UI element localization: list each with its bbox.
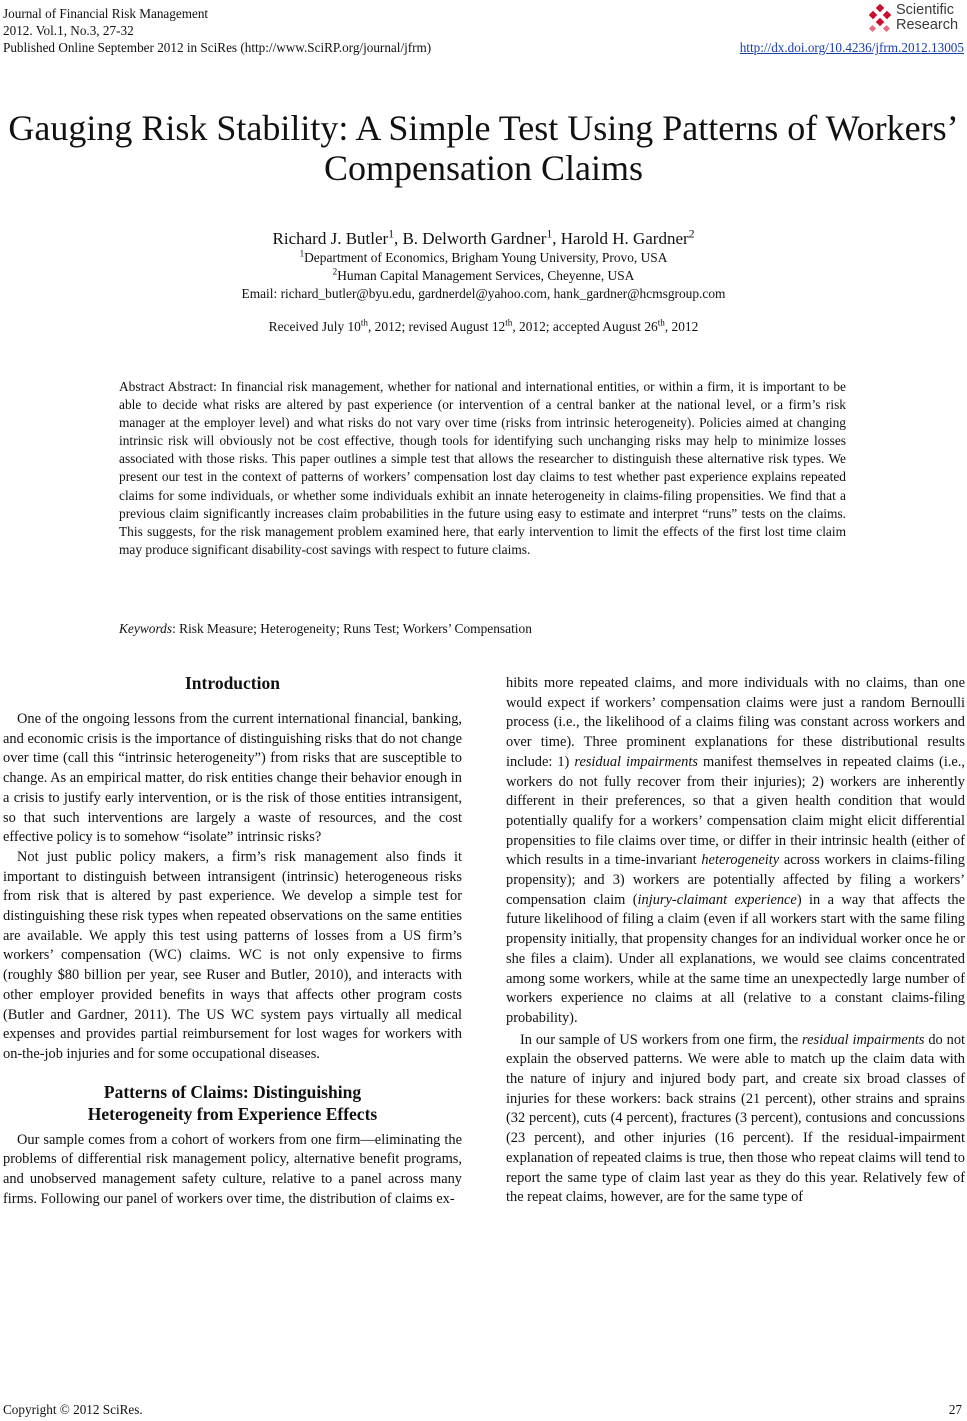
section-heading-patterns <box>3 1081 462 1125</box>
revised-text: , 2012; revised August 12 <box>367 319 506 334</box>
emphasis: injury-claimant experience <box>637 891 797 908</box>
abstract: Abstract Abstract: In financial risk management, whether for national and international entities, or within a firm, it is important to be able to decide what risks are altered by past experience (or intervention of a central banker at the national level, or a firm’s risk manager at the employer level) and what risks do not vary over time (risks from intrinsic heterogeneity). Policies aimed at changing intrinsic risk will obviously not be cost effective, though tools for identifying such unchanging risks may help to minimize losses associated with those risks. This paper outlines a simple test that allows the researcher to distinguish these alternative risk types. We present our test in the context of patterns of workers’ compensation lost day claims to test whether past experience explains repeated claims for some individuals, or whether some individuals exhibit an innate heterogeneity in claims-filing propensities. We find that a previous claim significantly increases claim probabilities in the future using easy to estimate and interpret “runs” tests on the claims. This suggests, for the risk management problem examined here, that early intervention to limit the effects of the first lost time claim may produce significant disability-cost savings with respect to future claims. <box>119 379 846 557</box>
keywords <box>119 620 846 638</box>
author-list <box>0 229 967 249</box>
page-number: 27 <box>948 1402 962 1417</box>
affiliation-2 <box>0 268 967 284</box>
journal-name: Journal of Financial Risk Management <box>3 6 209 21</box>
author-butler: Richard J. Butler <box>272 229 389 248</box>
text-run: In our sample of US workers from one firm, the <box>520 1031 803 1048</box>
heading-line-1: Patterns of Claims: Distinguishing <box>103 1081 362 1102</box>
author-separator: , <box>393 229 403 248</box>
journal-volume: 2012. Vol.1, No.3, 27-32 <box>3 23 134 38</box>
right-column <box>506 674 965 1208</box>
logo-line-2: Research <box>896 17 959 33</box>
text-run: hibits more repeated claims, and more individuals with no claims, than one would expect if workers’ compensation claims were just a random Bernoulli process (i.e., the likelihood of a claims filing was constant across workers and over time). Three prominent explanations for these distributional results include: 1) <box>506 675 965 770</box>
publisher-logo <box>864 2 964 38</box>
text-run: across workers in claims-filing propensity); and 3) workers are potentially affected by filing a workers’ compensation claim ( <box>506 852 966 908</box>
affil-marker: 1 <box>299 248 305 259</box>
keywords-label: Keywords <box>119 621 173 636</box>
title-line-2: Compensation Claims <box>324 148 643 188</box>
year-text: , 2012 <box>664 319 699 334</box>
accepted-text: , 2012; accepted August 26 <box>512 319 658 334</box>
journal-published: Published Online September 2012 in SciRes (http://www.SciRP.org/journal/jfrm) <box>3 40 432 55</box>
received-dates <box>0 318 967 336</box>
author-hh-gardner: Harold H. Gardner <box>560 229 689 248</box>
author-separator: , <box>552 229 561 248</box>
right-paragraph-2 <box>506 1031 965 1208</box>
author-affil-marker: 1 <box>388 227 394 241</box>
section-heading-introduction: Introduction <box>185 673 280 693</box>
affil-text: Human Capital Management Services, Cheyenne, USA <box>337 268 635 283</box>
emphasis: residual impairments <box>574 753 698 770</box>
logo-line-1: Scientific <box>896 2 955 18</box>
title-line-1: Gauging Risk Stability: A Simple Test Using Patterns of Workers’ <box>8 108 959 148</box>
text-run: do not explain the observed patterns. We were able to match up the claim data with the nature of injury and injured body part, and create six broad classes of injuries for these workers: back strains (21 percent), other strains and sprains (32 percent), cuts (4 percent), fractures (3 percent), contusions and concussions (23 percent), and other injuries (16 percent). If the residual-impairment explanation of repeated claims is true, then those who repeat claims will tend to report the same type of claim last year as they do this year. Relatively few of the repeat claims, however, are for the same type of <box>506 1031 966 1206</box>
author-emails: Email: richard_butler@byu.edu, gardnerdel@yahoo.com, hank_gardner@hcmsgroup.com <box>241 286 726 301</box>
affil-marker: 2 <box>332 266 338 277</box>
author-bd-gardner: B. Delworth Gardner <box>402 229 547 248</box>
emphasis: heterogeneity <box>701 852 780 869</box>
doi-link[interactable]: http://dx.doi.org/10.4236/jfrm.2012.13005 <box>739 40 964 55</box>
text-run: ) in a way that affects the future likelihood of filing a claim (even if all workers start with the same filing propensity initially, that propensity changes for an individual worker once he or she files a claim). Under all explanations, we would see claims concentrated among some workers, while at the same time an unexpectedly large number of workers experience no claims at all (relative to a constant claims-filing probability). <box>506 891 965 1026</box>
copyright-notice: Copyright © 2012 SciRes. <box>3 1402 143 1417</box>
left-column <box>3 672 462 1209</box>
ordinal-suffix: th <box>657 317 665 328</box>
keywords-text: : Risk Measure; Heterogeneity; Runs Test; Workers’ Compensation <box>172 621 532 636</box>
heading-line-2: Heterogeneity from Experience Effects <box>87 1103 378 1124</box>
intro-paragraph-1: One of the ongoing lessons from the current international financial, banking, and economic crisis is the importance of distinguishing risks that do not change over time (call this “intrinsic heterogeneity”) from risks that are susceptible to change. As an empirical matter, do risk entities change their behavior enough in a crisis to justify early intervention, or is the risk of those entities intransigent, so that such interventions are largely a waste of resources, and the cost effective policy is to somehow “isolate” intrinsic risks? <box>3 711 462 846</box>
author-affil-marker: 1 <box>546 227 553 241</box>
ordinal-suffix: th <box>360 317 368 328</box>
scientific-research-logo-icon <box>866 4 894 34</box>
received-text: Received July 10 <box>268 319 361 334</box>
affil-text: Department of Economics, Brigham Young University, Provo, USA <box>304 250 668 265</box>
intro-paragraph-2: Not just public policy makers, a firm’s risk management also finds it important to distinguish between intransigent (intrinsic) heterogeneous risks from risk that is altered by past experience. We develop a simple test for distinguishing these risk types when repeated observations on the same entities are available. We apply this test using patterns of losses from a US firm’s workers’ compensation (WC) claims. WC is not only expensive to firms (roughly $80 billion per year, see Ruser and Butler, 2010), and interacts with other employer provided benefits in ways that affects other program costs (Butler and Gardner, 2011). The US WC system pays virtually all medical expenses and provides partial reimbursement for lost wages for workers with on-the-job injuries and for some occupational diseases. <box>3 848 462 1062</box>
affiliation-1 <box>0 250 967 266</box>
ordinal-suffix: th <box>505 317 513 328</box>
emphasis: residual impairments <box>802 1031 925 1048</box>
paper-title <box>0 108 967 188</box>
patterns-paragraph-1: Our sample comes from a cohort of workers from one firm—eliminating the problems of differential risk management policy, alternative benefit programs, and unobserved management safety culture, relative to a panel across many firms. Following our panel of workers over time, the distribution of claims ex- <box>3 1131 462 1207</box>
journal-header <box>3 5 623 56</box>
author-affil-marker: 2 <box>688 227 695 241</box>
right-paragraph-1 <box>506 674 965 1029</box>
text-run: manifest themselves in repeated claims (i.e., workers do not fully recover from their injuries); 2) workers are inherently different in their preferences, so that a given health condition that would potentially qualify for a workers’ compensation claim might elicit differential propensities to file claims over time, or differ in their intrinsic health (either of which results in a time-invariant <box>506 753 966 869</box>
